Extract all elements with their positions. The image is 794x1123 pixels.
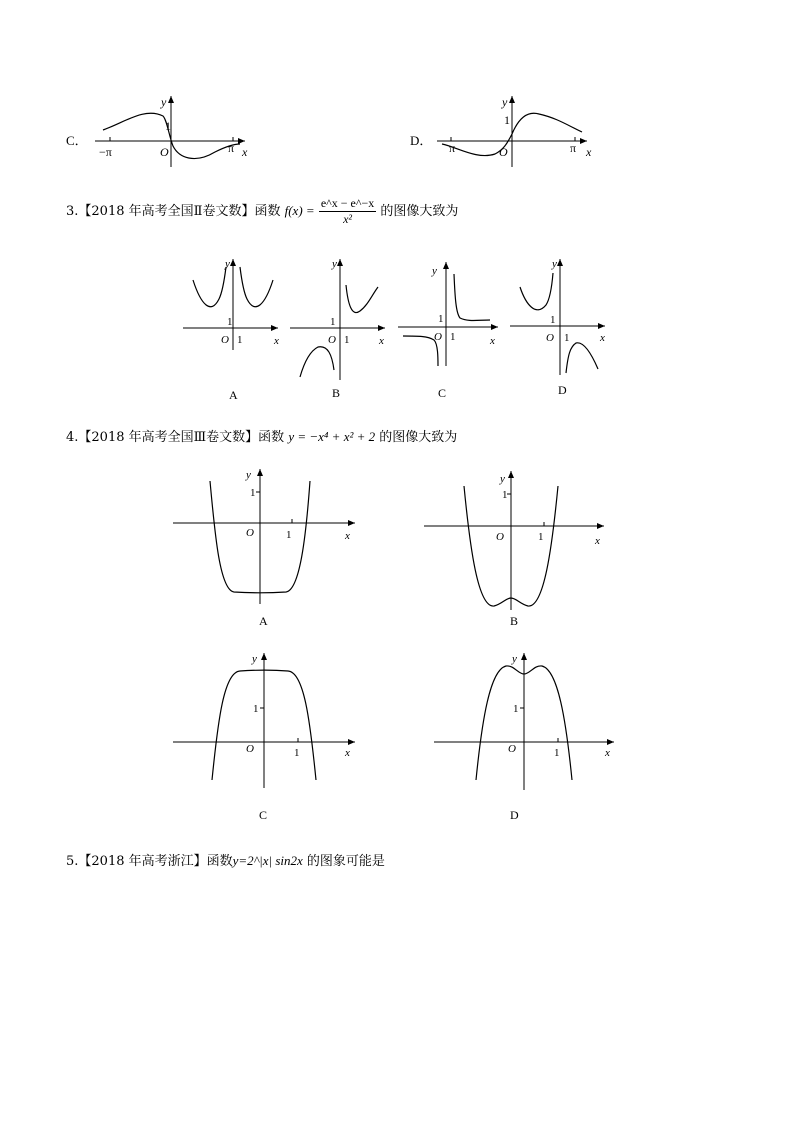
axis-text: O (246, 743, 254, 755)
axis-text: 1 (450, 331, 456, 343)
axis-text: x (600, 332, 605, 344)
axis-text: x (379, 335, 384, 347)
q4-label-a: A (259, 614, 268, 628)
axis-text: O (546, 332, 554, 344)
axis-text: 1 (227, 316, 233, 328)
question-4 (66, 426, 457, 445)
axis-text: O (221, 334, 229, 346)
q4-graph-b (422, 468, 612, 610)
q2-graph-c (95, 92, 255, 167)
axis-text: 1 (538, 531, 544, 543)
axis-text: y (332, 258, 337, 270)
neg-pi-label: −π (99, 145, 112, 159)
axis-text: y (500, 473, 505, 485)
axis-text: 1 (237, 334, 243, 346)
y-axis-label: y (502, 95, 508, 109)
axis-text: O (508, 743, 516, 755)
y-axis-label: y (161, 95, 167, 109)
question-5 (66, 850, 385, 869)
tick-one-label: 1 (165, 119, 171, 133)
q4-label-b: B (510, 614, 519, 628)
q3-suffix: 的图像大致为 (380, 204, 459, 219)
axis-text: x (345, 530, 350, 542)
q4-graph-a (170, 466, 365, 606)
axis-text: 1 (502, 489, 508, 501)
q3-graph-b (290, 255, 390, 380)
axis-text: x (490, 335, 495, 347)
x-axis-label: x (242, 145, 248, 159)
axis-text: x (595, 535, 600, 547)
q4-label-d: D (510, 808, 519, 822)
option-d-label: D． (410, 133, 433, 148)
q3-label-c: C (438, 386, 447, 400)
axis-text: O (496, 531, 504, 543)
axis-text: O (328, 334, 336, 346)
q2-graph-d (437, 92, 602, 167)
axis-text: y (432, 265, 437, 277)
axis-text: 1 (438, 313, 444, 325)
q3-graph-a (183, 255, 283, 350)
axis-text: 1 (253, 703, 259, 715)
q3-numerator: e^x − e^−x (320, 196, 375, 210)
axis-text: 1 (286, 529, 292, 541)
option-c-label: C． (66, 133, 88, 148)
q5-prefix: 5.【2018 年高考浙江】函数 (66, 854, 233, 869)
x-axis-label: x (586, 145, 592, 159)
q5-suffix: 的图象可能是 (306, 854, 385, 869)
origin-label: O (160, 145, 169, 159)
q3-function: f(x) = (284, 203, 315, 218)
axis-text: 1 (554, 747, 560, 759)
axis-text: y (246, 469, 251, 481)
q3-label-b: B (332, 386, 341, 400)
q3-denominator: x² (343, 212, 352, 226)
axis-text: 1 (250, 487, 256, 499)
axis-text: 1 (550, 314, 556, 326)
origin-label: O (499, 145, 508, 159)
axis-text: y (252, 653, 257, 665)
pi-neg-label: π (449, 141, 456, 155)
axis-text: x (274, 335, 279, 347)
q4-graph-d (432, 650, 622, 792)
q4-graph-c (170, 650, 365, 790)
axis-text: x (345, 747, 350, 759)
axis-text: y (225, 258, 230, 270)
axis-text: O (434, 331, 442, 343)
q4-prefix: 4.【2018 年高考全国Ⅲ卷文数】函数 (66, 430, 285, 445)
q4-suffix: 的图像大致为 (379, 430, 458, 445)
axis-text: 1 (344, 334, 350, 346)
axis-text: 1 (294, 747, 300, 759)
tick-one-label: 1 (504, 113, 510, 127)
axis-text: y (512, 653, 517, 665)
axis-text: 1 (564, 332, 570, 344)
q5-function: y=2^|x| sin2x (232, 853, 303, 868)
q4-function: y = −x⁴ + x² + 2 (288, 429, 376, 444)
q3-prefix: 3.【2018 年高考全国Ⅱ卷文数】函数 (66, 204, 281, 219)
axis-text: O (246, 527, 254, 539)
q3-fraction (319, 196, 376, 227)
axis-text: y (552, 258, 557, 270)
axis-text: 1 (513, 703, 519, 715)
q3-label-d: D (558, 383, 567, 397)
question-3 (66, 196, 458, 227)
axis-text: 1 (330, 316, 336, 328)
q4-label-c: C (259, 808, 268, 822)
q3-graph-c (398, 258, 503, 368)
pi-label: π (570, 141, 577, 155)
q3-label-a: A (229, 388, 238, 402)
axis-text: x (605, 747, 610, 759)
q3-graph-d (510, 255, 610, 380)
pi-label: π (228, 141, 235, 155)
